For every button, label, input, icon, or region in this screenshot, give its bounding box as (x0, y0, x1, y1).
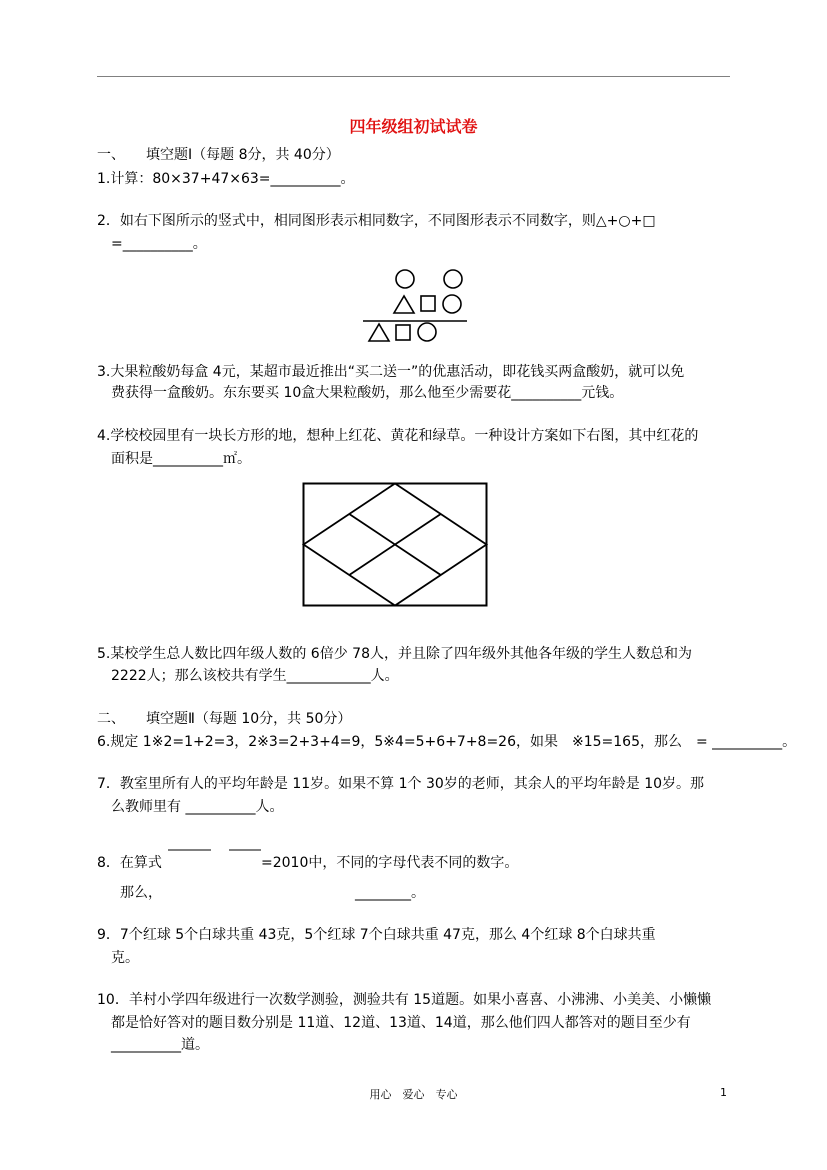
section-2-header: 二、 填空题Ⅱ（每题 10分，共 50分） (97, 711, 352, 727)
question-9-line-1: 9．7个红球 5个白球共重 43克，5个红球 7个白球共重 47克，那么 4个红球 8个白球共重 (97, 927, 656, 943)
question-4-line-2: 面积是__________㎡。 (111, 451, 251, 467)
question-6: 6.规定 1※2=1+2=3，2※3=2+3+4=9，5※4=5+6+7+8=26，如果 ※15=165，那么 = __________。 (97, 734, 797, 750)
question-8-line-2-prefix: 那么， (120, 885, 162, 901)
question-1: 1.计算：80×37+47×63=__________。 (97, 171, 355, 187)
question-7-line-1: 7．教室里所有人的平均年龄是 11岁。如果不算 1个 30岁的老师，其余人的平均年龄是 10岁。那 (97, 776, 705, 792)
question-3-line-2: 费获得一盒酸奶。东东要买 10盒大果粒酸奶，那么他至少需要花__________元钱。 (111, 385, 624, 401)
question-2-line-2: =__________。 (111, 236, 207, 252)
page-number: 1 (720, 1086, 727, 1099)
footer-motto: 用心 爱心 专心 (369, 1088, 458, 1101)
rectangle-diamond-figure (302, 482, 488, 608)
header-rule (97, 76, 730, 77)
triangle-shape (369, 324, 389, 341)
vertical-addition-figure (355, 262, 475, 347)
square-shape (421, 296, 435, 311)
question-10-line-2: 都是恰好答对的题目数分别是 11道、12道、13道、14道，那么他们四人都答对的题目至少有 (111, 1015, 691, 1031)
page-title: 四年级组初试试卷 (349, 117, 478, 136)
circle-shape (443, 295, 461, 313)
square-shape (396, 325, 410, 340)
question-5-line-2: 2222人；那么该校共有学生____________人。 (111, 668, 399, 684)
question-10-line-1: 10．羊村小学四年级进行一次数学测验，测验共有 15道题。如果小喜喜、小沸沸、小美美、小懒懒 (97, 992, 712, 1008)
question-2-line-1: 2．如右下图所示的竖式中，相同图形表示相同数字，不同图形表示不同数字，则△+○+□ (97, 213, 656, 229)
question-8-prefix: 8．在算式 (97, 855, 162, 871)
question-8-answer-blank: ________。 (355, 885, 425, 901)
circle-shape (444, 270, 462, 288)
triangle-shape (394, 296, 414, 313)
question-5-line-1: 5.某校学生总人数比四年级人数的 6倍少 78人，并且除了四年级外其他各年级的学生人数总和为 (97, 646, 692, 662)
question-9-line-2: 克。 (111, 950, 139, 966)
question-10-line-3: __________道。 (111, 1037, 209, 1053)
section-1-header: 一、 填空题Ⅰ（每题 8分，共 40分） (97, 147, 340, 163)
circle-shape (418, 323, 436, 341)
circle-shape (396, 270, 414, 288)
question-8-suffix: =2010中，不同的字母代表不同的数字。 (261, 855, 519, 871)
question-7-line-2: 么教师里有 __________人。 (111, 799, 284, 815)
question-4-line-1: 4.学校校园里有一块长方形的地，想种上红花、黄花和绿草。一种设计方案如下右图，其中红花的 (97, 428, 699, 444)
overline-marks (165, 849, 265, 853)
question-3-line-1: 3.大果粒酸奶每盒 4元，某超市最近推出“买二送一”的优惠活动，即花钱买两盒酸奶，就可以免 (97, 364, 685, 380)
